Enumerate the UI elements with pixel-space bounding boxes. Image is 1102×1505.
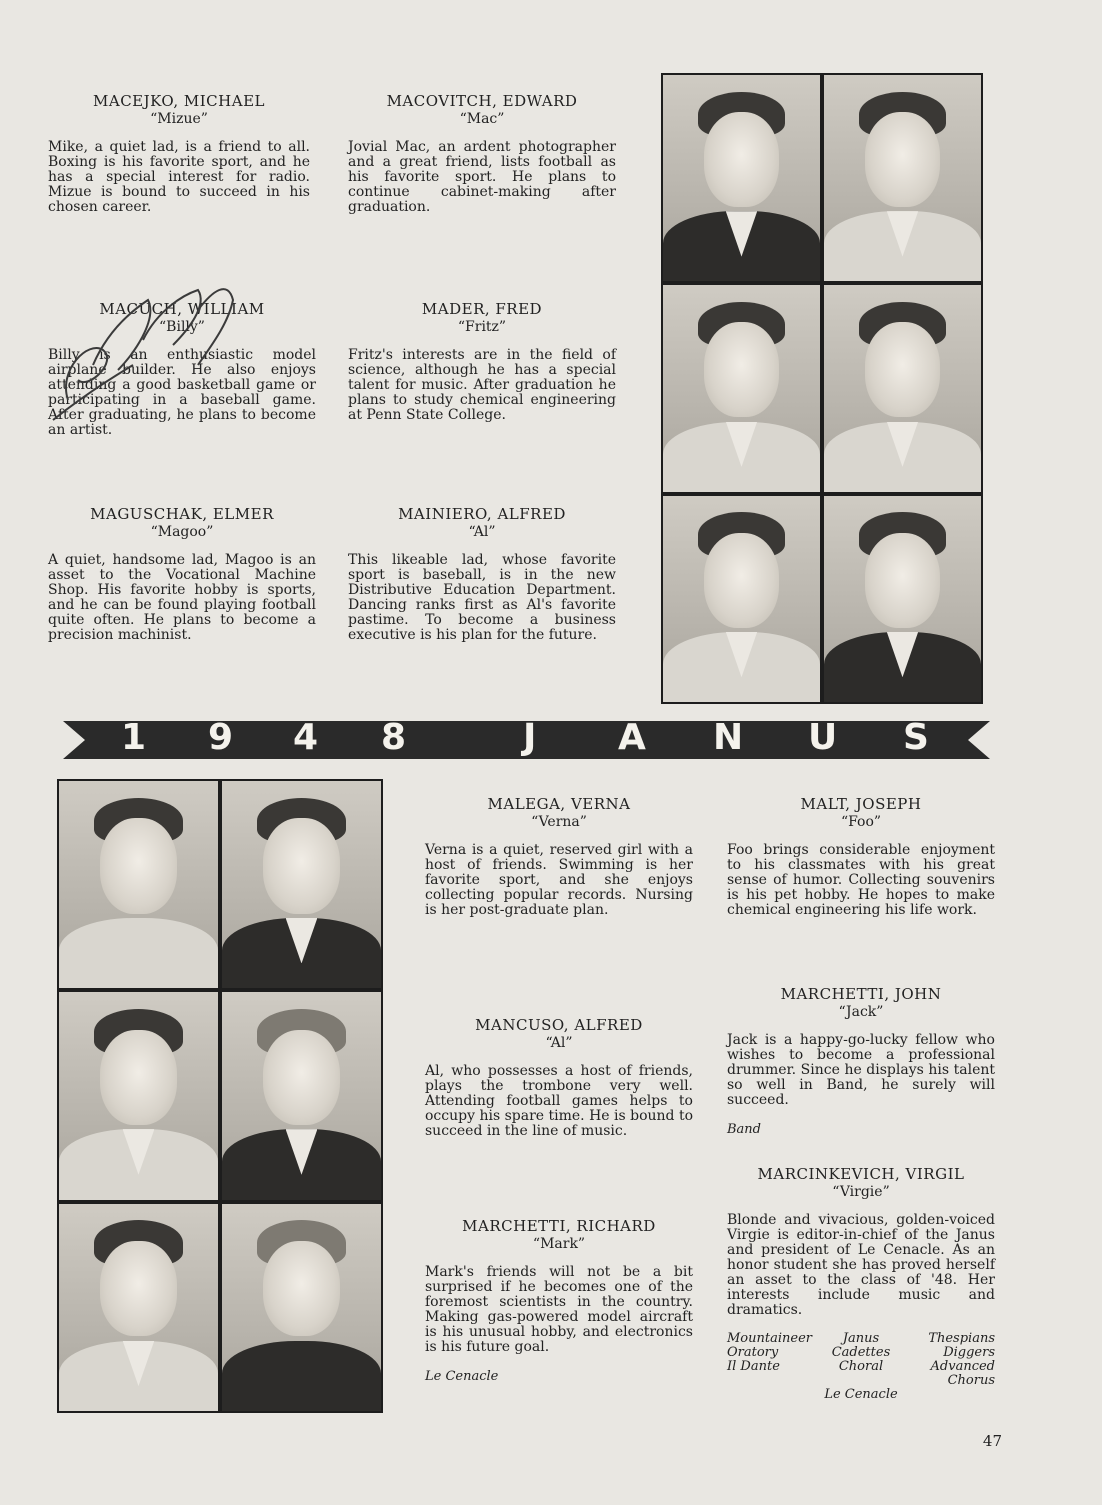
student-name: MALT, JOSEPH [800, 795, 922, 813]
portrait-photo [824, 496, 981, 702]
portrait-photo [222, 992, 381, 1199]
activity-item: Choral [838, 1359, 884, 1374]
student-nickname: “Mac” [459, 111, 505, 127]
student-activity: Le Cenacle [425, 1369, 499, 1384]
portrait-photo [663, 75, 820, 281]
banner-char: 4 [293, 717, 319, 758]
student-description: Mike, a quiet lad, is a friend to all. Boxing is his favorite sport, and he has a special interest for radio. Mizue is bound to succeed in his chosen career. [48, 139, 310, 215]
student-nickname: “Al” [468, 524, 496, 540]
entry-macovitch [348, 92, 616, 215]
janus-banner [63, 717, 990, 759]
activity-item: Advanced Chorus [930, 1359, 995, 1388]
photo-grid-bottom [57, 779, 383, 1413]
entry-malega [425, 795, 693, 918]
banner-char: 9 [208, 717, 234, 758]
portrait-photo [59, 992, 218, 1199]
entry-mainiero [348, 505, 616, 643]
activity-item: Thespians [928, 1331, 995, 1346]
portrait-photo [59, 1204, 218, 1411]
activity-item: Le Cenacle [824, 1387, 898, 1402]
entry-macejko [48, 92, 310, 215]
entry-marchetti-john [727, 985, 995, 1137]
student-nickname: “Fritz” [457, 319, 507, 335]
entry-mancuso [425, 1016, 693, 1139]
student-nickname: “Al” [545, 1035, 573, 1051]
entry-maguschak [48, 505, 316, 643]
photo-grid-top [661, 73, 983, 704]
portrait-photo [663, 285, 820, 491]
student-description: Blonde and vivacious, golden-voiced Virgie is editor-in-chief of the Janus and president of Le Cenacle. As an honor student she has proved herself an asset to the class of '48. Her interests include music and dramatics. [727, 1212, 995, 1318]
entry-malt [727, 795, 995, 918]
student-nickname: “Jack” [838, 1004, 884, 1020]
student-name: MAINIERO, ALFRED [398, 505, 566, 523]
portrait-photo [222, 1204, 381, 1411]
entry-macuch [48, 300, 316, 438]
entry-marchetti-richard [425, 1217, 693, 1384]
student-nickname: “Billy” [159, 319, 205, 335]
activity-item: Il Dante [727, 1359, 780, 1374]
student-description: Al, who possesses a host of friends, plays the trombone very well. Attending football games helps to occupy his spare time. He is bound to succeed in the line of music. [425, 1063, 694, 1139]
student-name: MACEJKO, MICHAEL [93, 92, 265, 110]
student-description: Jack is a happy-go-lucky fellow who wishes to become a professional drummer. Since he displays his talent so well in Band, he surely will succeed. [727, 1032, 995, 1108]
student-description: Fritz's interests are in the field of science, although he has a special talent for music. After graduation he plans to study chemical engineering at Penn State College. [348, 347, 616, 423]
student-activity: Band [727, 1122, 761, 1137]
banner-char: 1 [121, 717, 147, 758]
activity-item: Mountaineer [727, 1331, 812, 1346]
student-description: A quiet, handsome lad, Magoo is an asset to the Vocational Machine Shop. His favorite hobby is sports, and he can be found playing football quite often. He plans to become a precision machinist. [48, 552, 316, 643]
student-name: MARCHETTI, JOHN [780, 985, 942, 1003]
student-name: MADER, FRED [421, 300, 543, 318]
banner-char: S [903, 717, 929, 758]
banner-char: N [713, 717, 744, 758]
student-name: MANCUSO, ALFRED [475, 1016, 643, 1034]
student-name: MAGUSCHAK, ELMER [90, 505, 274, 523]
student-nickname: “Magoo” [150, 524, 214, 540]
student-nickname: “Foo” [840, 814, 882, 830]
student-name: MACOVITCH, EDWARD [386, 92, 578, 110]
activity-item: Oratory [727, 1345, 779, 1360]
student-description: This likeable lad, whose favorite sport is baseball, is in the new Distributive Education Department. Dancing ranks first as Al's favorite pastime. To become a business executive is his plan for the future. [348, 552, 616, 643]
portrait-photo [824, 75, 981, 281]
student-name: MALEGA, VERNA [487, 795, 631, 813]
portrait-photo [824, 285, 981, 491]
student-nickname: “Mizue” [150, 111, 208, 127]
student-name: MACUCH, WILLIAM [99, 300, 265, 318]
student-name: MARCINKEVICH, VIRGIL [757, 1165, 965, 1183]
student-nickname: “Virgie” [832, 1184, 890, 1200]
banner-char: J [523, 717, 537, 758]
page-number: 47 [982, 1432, 1002, 1450]
student-description: Foo brings considerable enjoyment to his classmates with his great sense of humor. Collecting souvenirs is his pet hobby. He hopes to make chemical engineering his life work. [727, 842, 995, 918]
entry-marcinkevich [727, 1165, 995, 1402]
banner-char: U [808, 717, 838, 758]
portrait-photo [663, 496, 820, 702]
student-description: Verna is a quiet, reserved girl with a host of friends. Swimming is her favorite sport, and she enjoys collecting popular records. Nursing is her post-graduate plan. [425, 842, 693, 918]
banner-char: 8 [381, 717, 407, 758]
student-nickname: “Verna” [531, 814, 587, 830]
portrait-photo [59, 781, 218, 988]
activity-item: Diggers [943, 1345, 995, 1360]
entry-mader [348, 300, 616, 423]
activity-item: Cadettes [831, 1345, 891, 1360]
activity-item: Janus [842, 1331, 880, 1346]
student-activities [727, 1332, 995, 1402]
student-nickname: “Mark” [532, 1236, 586, 1252]
student-name: MARCHETTI, RICHARD [462, 1217, 656, 1235]
banner-char: A [618, 717, 646, 758]
portrait-photo [222, 781, 381, 988]
student-description: Billy is an enthusiastic model airplane builder. He also enjoys attending a good basketball game or participating in a baseball game. After graduating, he plans to become an artist. [48, 347, 316, 438]
student-description: Mark's friends will not be a bit surprised if he becomes one of the foremost scientists in the country. Making gas-powered model aircraft is his unusual hobby, and electronics is his future goal. [425, 1264, 693, 1355]
student-description: Jovial Mac, an ardent photographer and a great friend, lists football as his favorite sport. He plans to continue cabinet-making after graduation. [348, 139, 616, 215]
